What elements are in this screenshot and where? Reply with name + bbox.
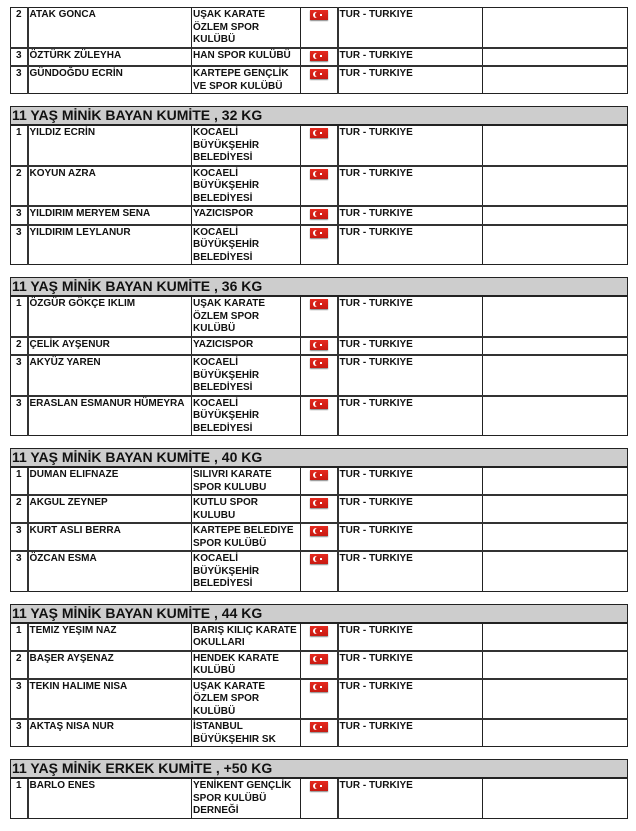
- category-table: [10, 277, 628, 436]
- athlete-name: TEKIN HALIME NISA: [28, 679, 192, 720]
- turkey-flag-icon: [310, 526, 328, 536]
- athlete-name: TEMIZ YEŞIM NAZ: [28, 623, 192, 651]
- country-cell: TUR - TURKIYE: [338, 623, 483, 651]
- empty-cell: [483, 206, 628, 225]
- rank-cell: 2: [11, 337, 28, 356]
- flag-cell: [301, 355, 338, 396]
- category-title: 11 YAŞ MİNİK BAYAN KUMİTE , 44 KG: [11, 604, 628, 623]
- table-row: [11, 337, 628, 356]
- table-row: [11, 719, 628, 747]
- club-name: KOCAELİ BÜYÜKŞEHİR BELEDİYESİ: [192, 166, 301, 207]
- club-name: HENDEK KARATE KULÜBÜ: [192, 651, 301, 679]
- country-cell: TUR - TURKIYE: [338, 651, 483, 679]
- empty-cell: [483, 778, 628, 818]
- rank-cell: 3: [11, 355, 28, 396]
- table-row: [11, 166, 628, 207]
- flag-cell: [301, 296, 338, 337]
- turkey-flag-icon: [310, 654, 328, 664]
- category-title: 11 YAŞ MİNİK BAYAN KUMİTE , 32 KG: [11, 107, 628, 126]
- country-cell: TUR - TURKIYE: [338, 355, 483, 396]
- rank-cell: 1: [11, 296, 28, 337]
- club-name: KOCAELİ BÜYÜKŞEHİR BELEDİYESİ: [192, 355, 301, 396]
- rank-cell: 3: [11, 719, 28, 747]
- flag-cell: [301, 166, 338, 207]
- table-row: [11, 495, 628, 523]
- athlete-name: GÜNDOĞDU ECRİN: [28, 66, 192, 94]
- flag-cell: [301, 337, 338, 356]
- empty-cell: [483, 66, 628, 94]
- star-icon: [320, 213, 322, 215]
- club-name: KOCAELİ BÜYÜKŞEHİR BELEDİYESİ: [192, 225, 301, 265]
- rank-cell: 3: [11, 679, 28, 720]
- star-icon: [320, 73, 322, 75]
- empty-cell: [483, 8, 628, 48]
- club-name: KOCAELİ BÜYÜKŞEHİR BELEDİYESİ: [192, 125, 301, 166]
- star-icon: [320, 785, 322, 787]
- star-icon: [320, 686, 322, 688]
- rank-cell: 3: [11, 48, 28, 67]
- table-row: [11, 523, 628, 551]
- empty-cell: [483, 396, 628, 436]
- flag-cell: [301, 495, 338, 523]
- club-name: UŞAK KARATE ÖZLEM SPOR KULÜBÜ: [192, 8, 301, 48]
- empty-cell: [483, 48, 628, 67]
- table-row: [11, 679, 628, 720]
- country-cell: TUR - TURKIYE: [338, 396, 483, 436]
- rank-cell: 1: [11, 623, 28, 651]
- turkey-flag-icon: [310, 781, 328, 791]
- results-document: [10, 7, 627, 831]
- turkey-flag-icon: [310, 299, 328, 309]
- star-icon: [320, 132, 322, 134]
- rank-cell: 1: [11, 467, 28, 495]
- table-row: [11, 8, 628, 48]
- turkey-flag-icon: [310, 69, 328, 79]
- athlete-name: DUMAN ELIFNAZE: [28, 467, 192, 495]
- star-icon: [320, 173, 322, 175]
- athlete-name: AKYÜZ YAREN: [28, 355, 192, 396]
- turkey-flag-icon: [310, 169, 328, 179]
- empty-cell: [483, 166, 628, 207]
- flag-cell: [301, 719, 338, 747]
- turkey-flag-icon: [310, 554, 328, 564]
- athlete-name: ÖZTÜRK ZÜLEYHA: [28, 48, 192, 67]
- flag-cell: [301, 778, 338, 818]
- table-row: [11, 66, 628, 94]
- flag-cell: [301, 48, 338, 67]
- athlete-name: BARLO ENES: [28, 778, 192, 818]
- athlete-name: AKGUL ZEYNEP: [28, 495, 192, 523]
- table-row: [11, 206, 628, 225]
- turkey-flag-icon: [310, 128, 328, 138]
- empty-cell: [483, 651, 628, 679]
- empty-cell: [483, 679, 628, 720]
- athlete-name: ÇELİK AYŞENUR: [28, 337, 192, 356]
- athlete-name: KURT ASLI BERRA: [28, 523, 192, 551]
- star-icon: [320, 502, 322, 504]
- club-name: BARIŞ KILIÇ KARATE OKULLARI: [192, 623, 301, 651]
- club-name: UŞAK KARATE ÖZLEM SPOR KULÜBÜ: [192, 296, 301, 337]
- turkey-flag-icon: [310, 340, 328, 350]
- club-name: KOCAELİ BÜYÜKŞEHİR BELEDİYESİ: [192, 551, 301, 591]
- rank-cell: 1: [11, 125, 28, 166]
- club-name: YAZICISPOR: [192, 206, 301, 225]
- club-name: KARTEPE BELEDIYE SPOR KULÜBÜ: [192, 523, 301, 551]
- athlete-name: ERASLAN ESMANUR HÜMEYRA: [28, 396, 192, 436]
- table-row: [11, 125, 628, 166]
- flag-cell: [301, 523, 338, 551]
- rank-cell: 2: [11, 651, 28, 679]
- country-cell: TUR - TURKIYE: [338, 125, 483, 166]
- club-name: KOCAELİ BÜYÜKŞEHİR BELEDİYESİ: [192, 396, 301, 436]
- athlete-name: YILDIZ ECRİN: [28, 125, 192, 166]
- rank-cell: 2: [11, 495, 28, 523]
- star-icon: [320, 14, 322, 16]
- flag-cell: [301, 623, 338, 651]
- club-name: İSTANBUL BÜYÜKŞEHIR SK: [192, 719, 301, 747]
- star-icon: [320, 630, 322, 632]
- athlete-name: YILDIRIM MERYEM SENA: [28, 206, 192, 225]
- turkey-flag-icon: [310, 722, 328, 732]
- table-row: [11, 467, 628, 495]
- country-cell: TUR - TURKIYE: [338, 8, 483, 48]
- empty-cell: [483, 623, 628, 651]
- athlete-name: BAŞER AYŞENAZ: [28, 651, 192, 679]
- star-icon: [320, 55, 322, 57]
- empty-cell: [483, 719, 628, 747]
- flag-cell: [301, 66, 338, 94]
- club-name: UŞAK KARATE ÖZLEM SPOR KULÜBÜ: [192, 679, 301, 720]
- table-row: [11, 778, 628, 818]
- athlete-name: ÖZCAN ESMA: [28, 551, 192, 591]
- turkey-flag-icon: [310, 209, 328, 219]
- category-table: [10, 448, 628, 592]
- star-icon: [320, 530, 322, 532]
- rank-cell: 3: [11, 206, 28, 225]
- table-row: [11, 623, 628, 651]
- empty-cell: [483, 125, 628, 166]
- empty-cell: [483, 225, 628, 265]
- empty-cell: [483, 355, 628, 396]
- flag-cell: [301, 206, 338, 225]
- flag-cell: [301, 651, 338, 679]
- turkey-flag-icon: [310, 399, 328, 409]
- category-title: 11 YAŞ MİNİK BAYAN KUMİTE , 36 KG: [11, 278, 628, 297]
- country-cell: TUR - TURKIYE: [338, 296, 483, 337]
- star-icon: [320, 658, 322, 660]
- country-cell: TUR - TURKIYE: [338, 206, 483, 225]
- category-table: [10, 7, 628, 94]
- star-icon: [320, 403, 322, 405]
- category-table: [10, 106, 628, 265]
- rank-cell: 3: [11, 66, 28, 94]
- turkey-flag-icon: [310, 10, 328, 20]
- empty-cell: [483, 523, 628, 551]
- rank-cell: 1: [11, 778, 28, 818]
- country-cell: TUR - TURKIYE: [338, 679, 483, 720]
- table-row: [11, 296, 628, 337]
- country-cell: TUR - TURKIYE: [338, 719, 483, 747]
- table-row: [11, 48, 628, 67]
- rank-cell: 2: [11, 8, 28, 48]
- star-icon: [320, 303, 322, 305]
- category-table: [10, 759, 628, 819]
- club-name: KARTEPE GENÇLİK VE SPOR KULÜBÜ: [192, 66, 301, 94]
- athlete-name: KOYUN AZRA: [28, 166, 192, 207]
- rank-cell: 3: [11, 523, 28, 551]
- rank-cell: 2: [11, 166, 28, 207]
- star-icon: [320, 362, 322, 364]
- country-cell: TUR - TURKIYE: [338, 166, 483, 207]
- athlete-name: AKTAŞ NISA NUR: [28, 719, 192, 747]
- table-row: [11, 355, 628, 396]
- rank-cell: 3: [11, 551, 28, 591]
- table-row: [11, 551, 628, 591]
- star-icon: [320, 344, 322, 346]
- country-cell: TUR - TURKIYE: [338, 48, 483, 67]
- athlete-name: ÖZGÜR GÖKÇE IKLIM: [28, 296, 192, 337]
- star-icon: [320, 232, 322, 234]
- club-name: YAZICISPOR: [192, 337, 301, 356]
- country-cell: TUR - TURKIYE: [338, 778, 483, 818]
- empty-cell: [483, 495, 628, 523]
- category-table: [10, 604, 628, 748]
- empty-cell: [483, 296, 628, 337]
- category-title: 11 YAŞ MİNİK ERKEK KUMİTE , +50 KG: [11, 760, 628, 779]
- flag-cell: [301, 551, 338, 591]
- athlete-name: ATAK GONCA: [28, 8, 192, 48]
- star-icon: [320, 474, 322, 476]
- country-cell: TUR - TURKIYE: [338, 495, 483, 523]
- flag-cell: [301, 679, 338, 720]
- country-cell: TUR - TURKIYE: [338, 467, 483, 495]
- club-name: HAN SPOR KULÜBÜ: [192, 48, 301, 67]
- table-row: [11, 225, 628, 265]
- turkey-flag-icon: [310, 682, 328, 692]
- turkey-flag-icon: [310, 51, 328, 61]
- flag-cell: [301, 225, 338, 265]
- country-cell: TUR - TURKIYE: [338, 551, 483, 591]
- star-icon: [320, 726, 322, 728]
- flag-cell: [301, 396, 338, 436]
- turkey-flag-icon: [310, 358, 328, 368]
- turkey-flag-icon: [310, 470, 328, 480]
- flag-cell: [301, 467, 338, 495]
- empty-cell: [483, 551, 628, 591]
- empty-cell: [483, 467, 628, 495]
- country-cell: TUR - TURKIYE: [338, 523, 483, 551]
- turkey-flag-icon: [310, 626, 328, 636]
- rank-cell: 3: [11, 396, 28, 436]
- country-cell: TUR - TURKIYE: [338, 225, 483, 265]
- club-name: SILIVRI KARATE SPOR KULUBU: [192, 467, 301, 495]
- athlete-name: YILDIRIM LEYLANUR: [28, 225, 192, 265]
- star-icon: [320, 558, 322, 560]
- club-name: YENİKENT GENÇLİK SPOR KULÜBÜ DERNEĞİ: [192, 778, 301, 818]
- club-name: KUTLU SPOR KULUBU: [192, 495, 301, 523]
- flag-cell: [301, 125, 338, 166]
- country-cell: TUR - TURKIYE: [338, 337, 483, 356]
- country-cell: TUR - TURKIYE: [338, 66, 483, 94]
- flag-cell: [301, 8, 338, 48]
- table-row: [11, 396, 628, 436]
- turkey-flag-icon: [310, 498, 328, 508]
- empty-cell: [483, 337, 628, 356]
- rank-cell: 3: [11, 225, 28, 265]
- turkey-flag-icon: [310, 228, 328, 238]
- table-row: [11, 651, 628, 679]
- category-title: 11 YAŞ MİNİK BAYAN KUMİTE , 40 KG: [11, 449, 628, 468]
